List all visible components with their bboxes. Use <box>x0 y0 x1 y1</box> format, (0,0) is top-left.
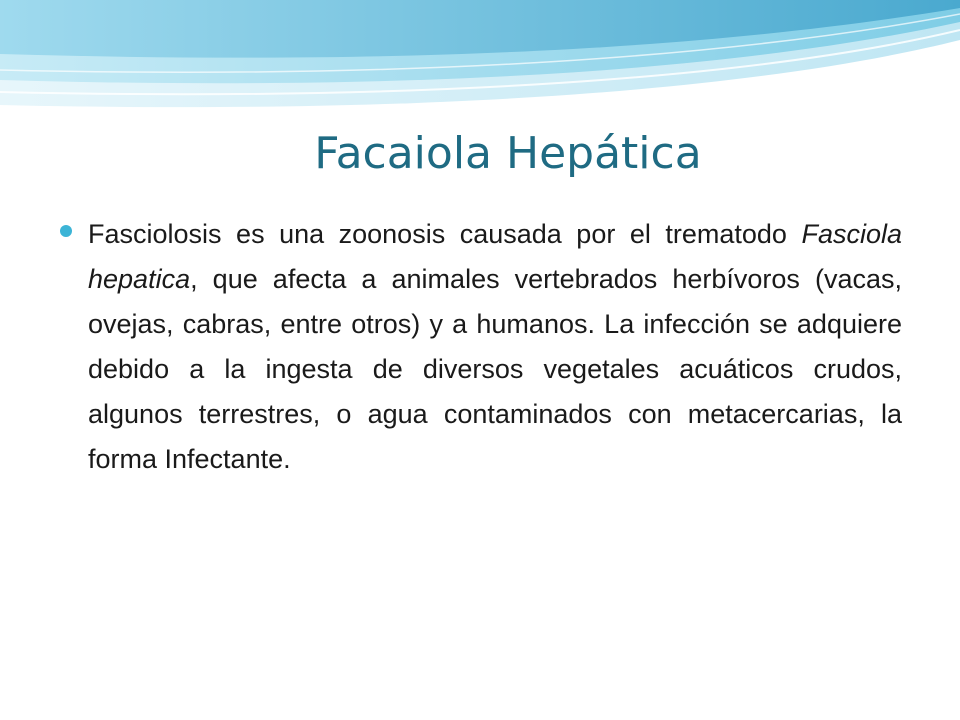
bullet-text-start: Fasciolosis es una zoonosis causada por el trematodo <box>88 219 802 249</box>
bullet-item <box>60 212 902 482</box>
bullet-text <box>88 212 902 482</box>
content-area <box>60 212 902 482</box>
header-wave-decoration <box>0 0 960 115</box>
bullet-text-italic: Fasciola hepatica <box>88 219 902 294</box>
bullet-text-end: , que afecta a animales vertebrados herbívoros (vacas, ovejas, cabras, entre otros) y a humanos. La infección se adquiere debido a la ingesta de diversos vegetales acuáticos crudos, algunos terrestres, o agua contaminados con metacercarias, la forma Infectante. <box>88 264 902 474</box>
bullet-dot-icon <box>60 225 72 237</box>
slide-title: Facaiola Hepática <box>314 128 702 179</box>
